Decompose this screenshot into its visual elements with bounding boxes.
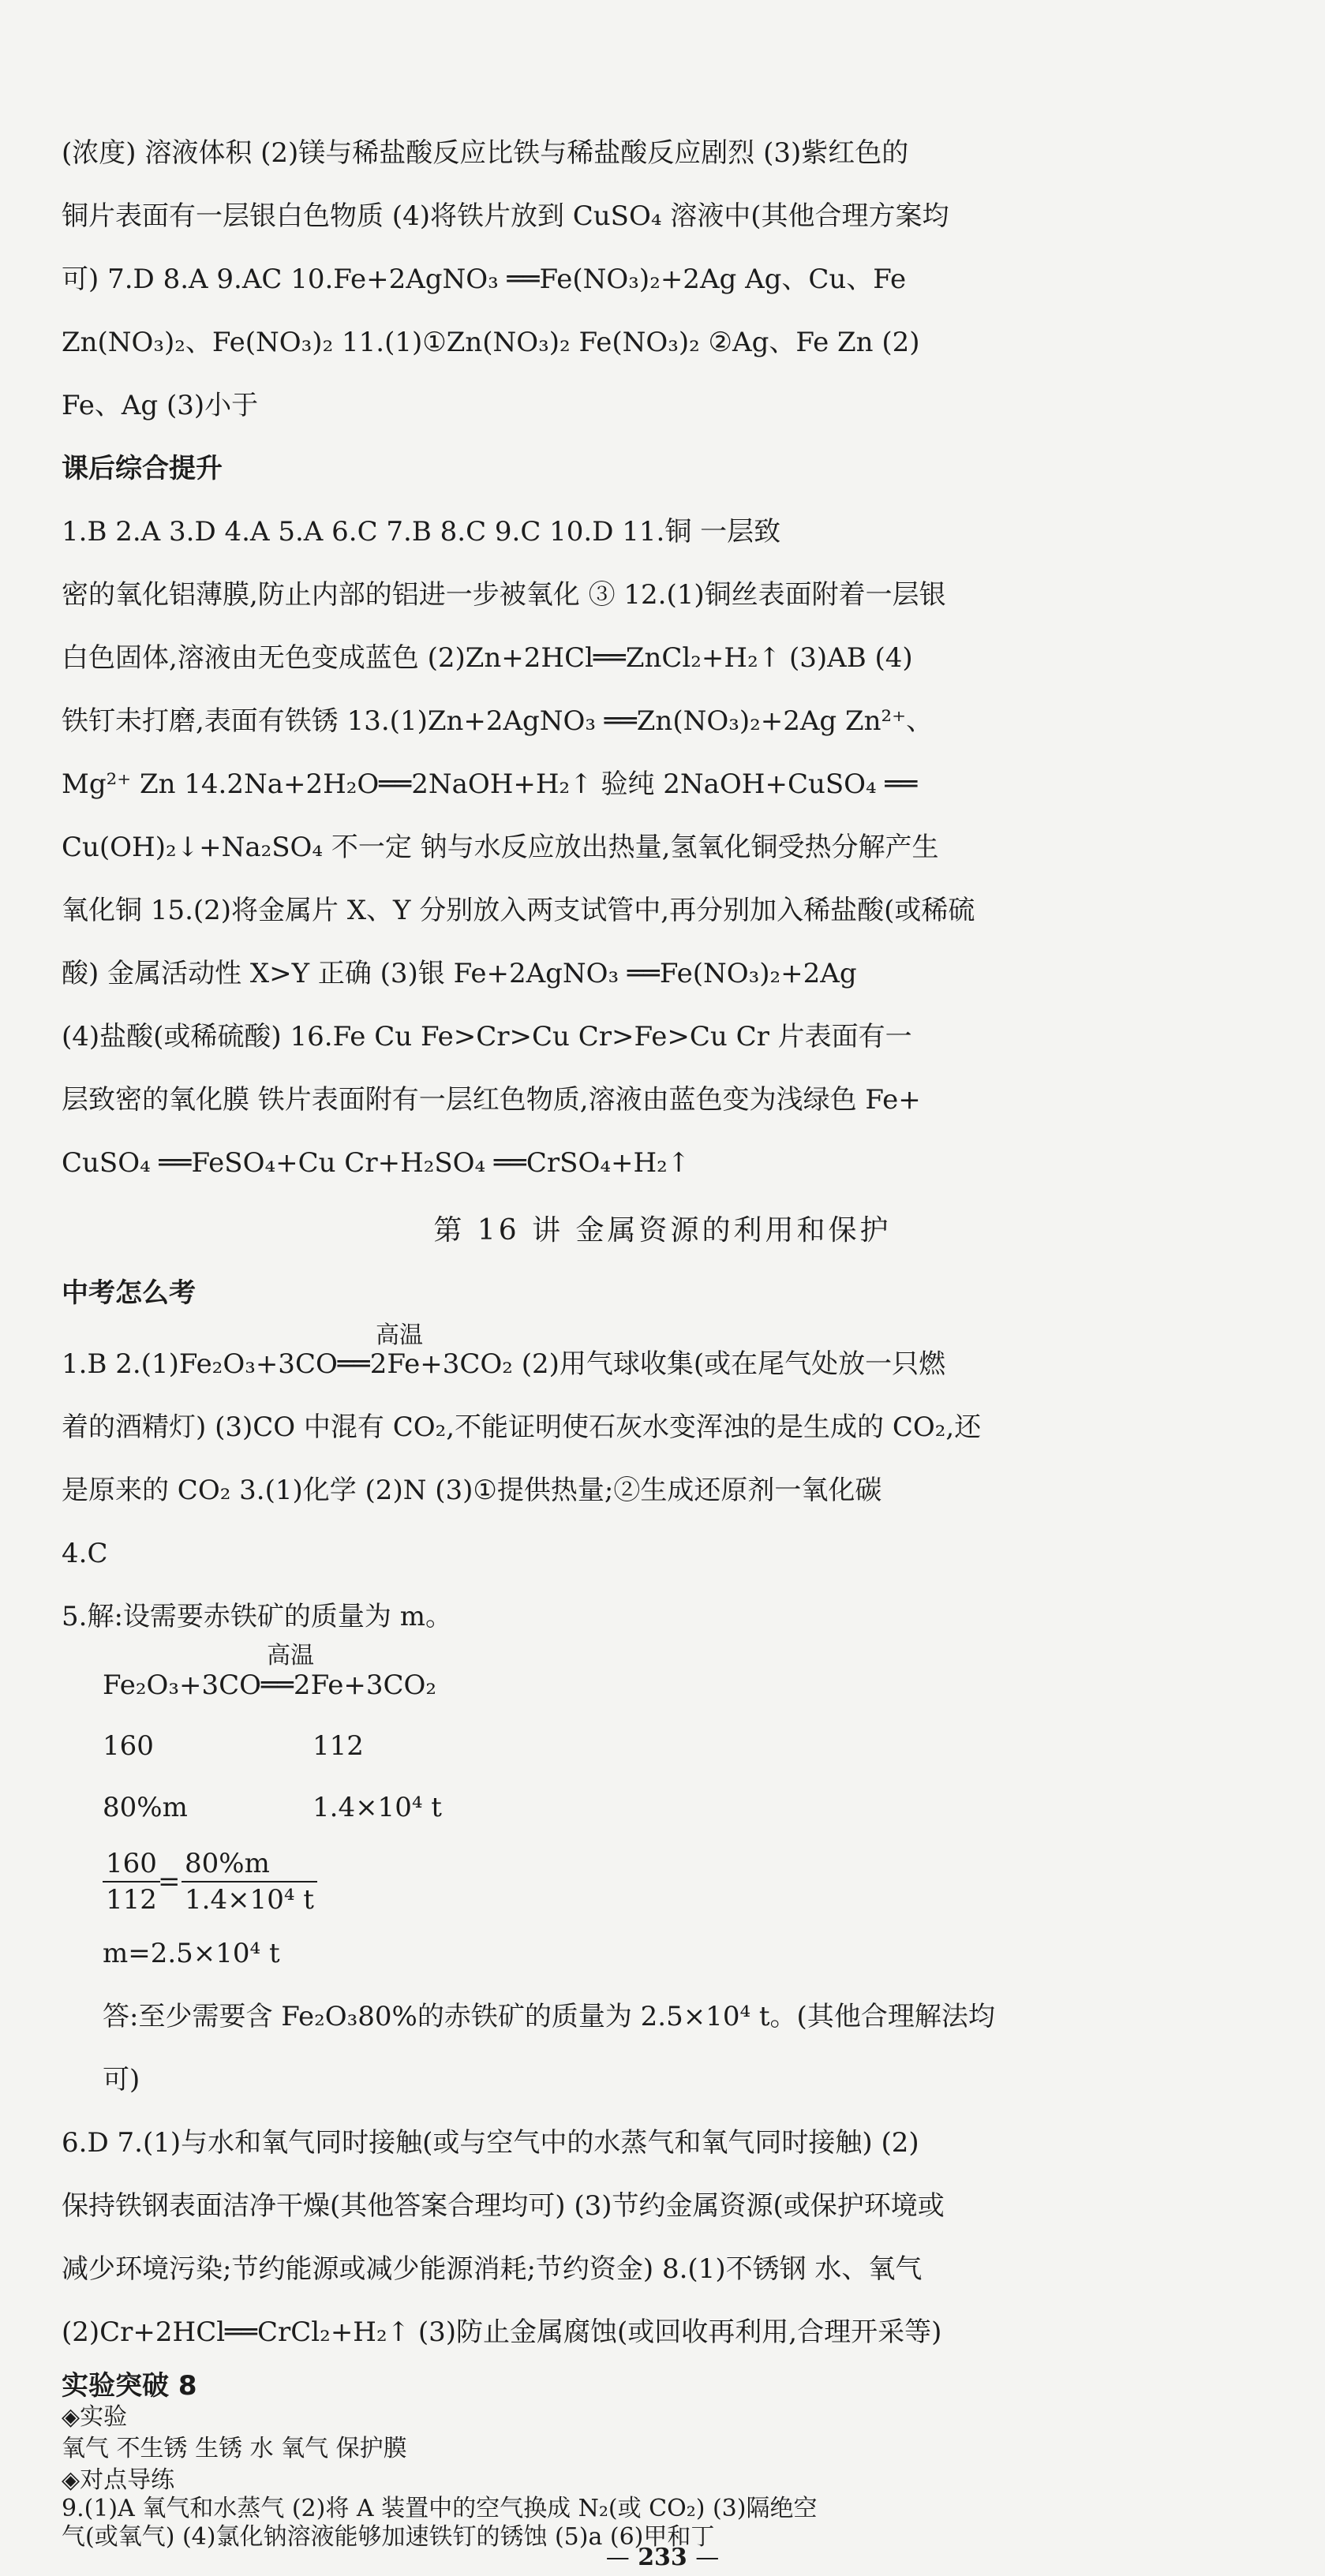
text-line: 减少环境污染;节约能源或减少能源消耗;节约资金) 8.(1)不锈钢 水、氧气 [62,2253,923,2285]
text-line: (浓度) 溶液体积 (2)镁与稀盐酸反应比铁与稀盐酸反应剧烈 (3)紫红色的 [62,137,909,169]
text-line: 密的氧化铝薄膜,防止内部的铝进一步被氧化 ③ 12.(1)铜丝表面附着一层银 [62,579,946,611]
fraction-numerator: 160 [103,1846,160,1882]
text-line: Zn(NO₃)₂、Fe(NO₃)₂ 11.(1)①Zn(NO₃)₂ Fe(NO₃)₂ ②Ag、Fe Zn (2) [62,327,920,358]
text-line: 9.(1)A 氧气和水蒸气 (2)将 A 装置中的空气换成 N₂(或 CO₂) (3)隔绝空 [62,2495,818,2522]
section-heading: 课后综合提升 [62,453,223,484]
equals-sign: = [158,1866,181,1897]
text-line: 1.B 2.(1)Fe₂O₃+3CO══2Fe+3CO₂ (2)用气球收集(或在尾气处放一只燃 [62,1348,946,1380]
page-dash: — [605,2544,630,2571]
reaction-condition: 高温 [376,1322,423,1349]
text-line: 铁钉未打磨,表面有铁锈 13.(1)Zn+2AgNO₃ ══Zn(NO₃)₂+2Ag Zn²⁺、 [62,705,934,737]
text-line: 保持铁钢表面洁净干燥(其他答案合理均可) (3)节约金属资源(或保护环境或 [62,2190,945,2222]
practice-label: ◈对点导练 [62,2466,175,2494]
text-line: 是原来的 CO₂ 3.(1)化学 (2)N (3)①提供热量;②生成还原剂一氧化碳 [62,1475,882,1506]
calc-value: 112 [313,1730,364,1762]
calc-equation: Fe₂O₃+3CO══2Fe+3CO₂ [103,1669,437,1701]
text-line: (4)盐酸(或稀硫酸) 16.Fe Cu Fe>Cr>Cu Cr>Fe>Cu Cr 片表面有一 [62,1021,912,1052]
fraction-numerator: 80%m [182,1846,317,1882]
calc-answer: 可) [103,2064,140,2096]
text-line: 氧气 不生锈 生锈 水 氧气 保护膜 [62,2435,407,2462]
section-heading: 实验突破 8 [62,2370,197,2402]
text-line: 氧化铜 15.(2)将金属片 X、Y 分别放入两支试管中,再分别加入稀盐酸(或稀硫 [62,895,975,926]
page-dash: — [695,2544,720,2571]
experiment-label: ◈实验 [62,2403,128,2431]
page-number: 233 [638,2544,687,2571]
fraction [103,1846,160,1917]
text-line: 6.D 7.(1)与水和氧气同时接触(或与空气中的水蒸气和氧气同时接触) (2) [62,2127,919,2159]
text-line: CuSO₄ ══FeSO₄+Cu Cr+H₂SO₄ ══CrSO₄+H₂↑ [62,1147,691,1179]
fraction-denominator: 1.4×10⁴ t [185,1884,314,1916]
page-number-footer [0,2542,1325,2574]
text-line: 着的酒精灯) (3)CO 中混有 CO₂,不能证明使石灰水变浑浊的是生成的 CO₂,还 [62,1411,982,1443]
text-line: 层致密的氧化膜 铁片表面附有一层红色物质,溶液由蓝色变为浅绿色 Fe+ [62,1084,921,1116]
text-line: 酸) 金属活动性 X>Y 正确 (3)银 Fe+2AgNO₃ ══Fe(NO₃)₂+2Ag [62,958,857,989]
calc-value: 160 [103,1730,154,1762]
reaction-condition: 高温 [267,1642,314,1669]
lecture-title: 第 16 讲 金属资源的利用和保护 [433,1214,892,1247]
text-line: Fe、Ag (3)小于 [62,390,259,421]
calc-value: 1.4×10⁴ t [313,1792,442,1823]
calc-result: m=2.5×10⁴ t [103,1938,280,1969]
text-line: 铜片表面有一层银白色物质 (4)将铁片放到 CuSO₄ 溶液中(其他合理方案均 [62,200,949,232]
calc-value: 80%m [103,1792,188,1823]
text-line: 5.解:设需要赤铁矿的质量为 m。 [62,1601,452,1632]
text-line: Cu(OH)₂↓+Na₂SO₄ 不一定 钠与水反应放出热量,氢氧化铜受热分解产生 [62,832,939,863]
section-heading: 中考怎么考 [62,1277,196,1309]
text-line: Mg²⁺ Zn 14.2Na+2H₂O══2NaOH+H₂↑ 验纯 2NaOH+CuSO₄ ══ [62,768,918,800]
text-line: 气(或氧气) (4)氯化钠溶液能够加速铁钉的锈蚀 (5)a (6)甲和丁 [62,2523,715,2551]
text-line: 4.C [62,1538,108,1569]
text-line: 1.B 2.A 3.D 4.A 5.A 6.C 7.B 8.C 9.C 10.D 11.铜 一层致 [62,516,781,548]
text-line: 白色固体,溶液由无色变成蓝色 (2)Zn+2HCl══ZnCl₂+H₂↑ (3)AB (4) [62,642,913,674]
fraction [182,1846,317,1917]
text-line: 可) 7.D 8.A 9.AC 10.Fe+2AgNO₃ ══Fe(NO₃)₂+2Ag Ag、Cu、Fe [62,264,907,295]
fraction-denominator: 112 [106,1884,157,1916]
text-line: (2)Cr+2HCl══CrCl₂+H₂↑ (3)防止金属腐蚀(或回收再利用,合理开采等) [62,2316,942,2348]
calc-answer: 答:至少需要含 Fe₂O₃80%的赤铁矿的质量为 2.5×10⁴ t。(其他合理解法均 [103,2001,995,2032]
